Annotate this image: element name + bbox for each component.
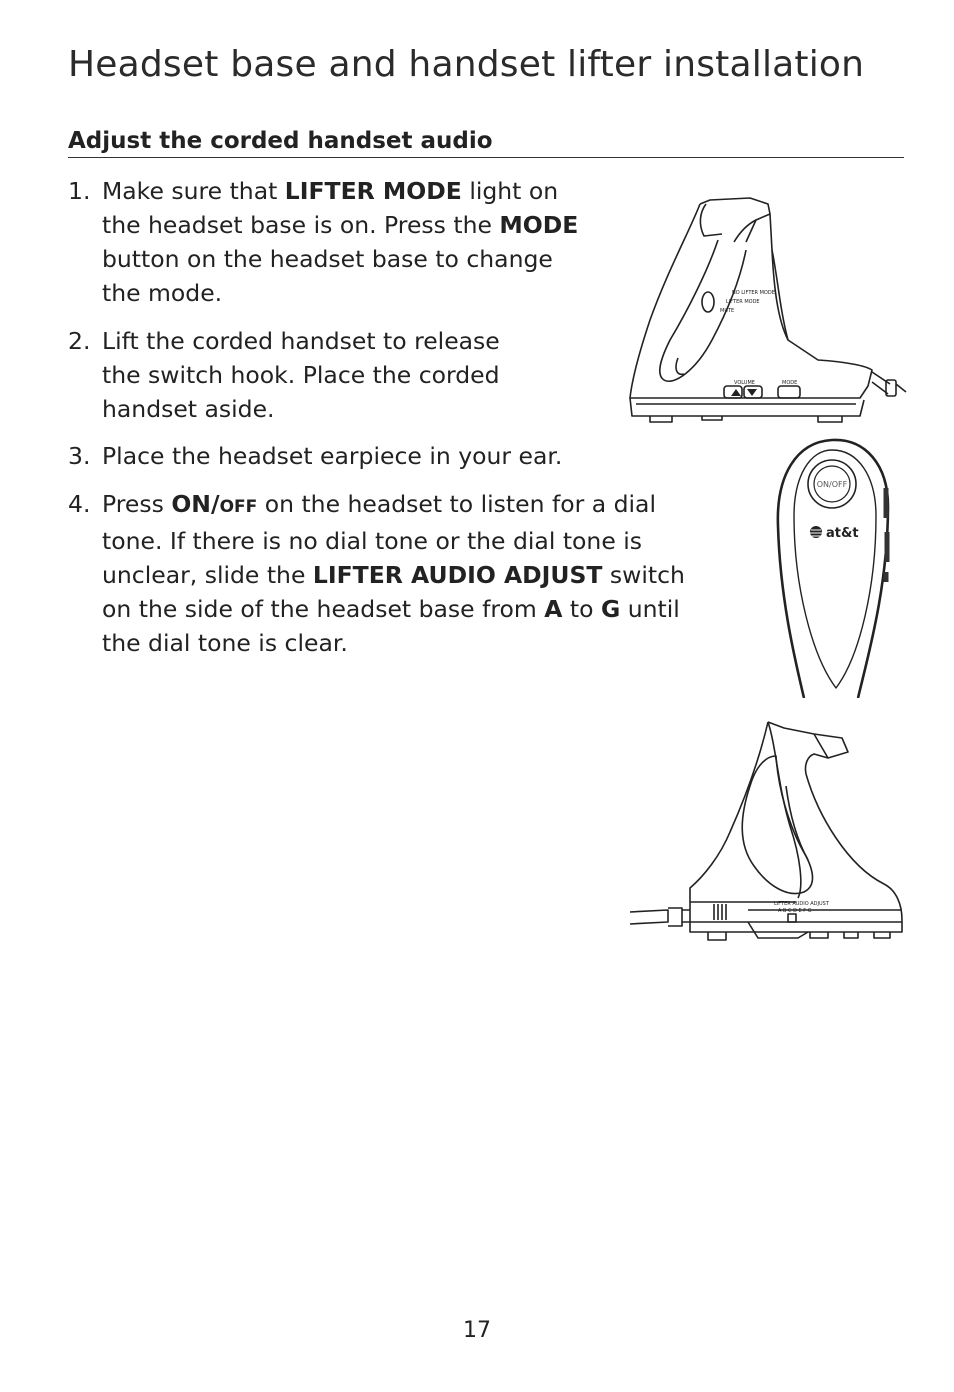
step-2: 2. Lift the corded handset to release the switch hook. Place the corded handset aside. bbox=[68, 324, 500, 426]
step-number: 3. bbox=[68, 442, 91, 470]
page-number: 17 bbox=[463, 1318, 491, 1343]
step-number: 4. bbox=[68, 490, 91, 518]
step-1: 1. Make sure that LIFTER MODE light on the headset base is on. Press the MODE button on the headset base to change the mode. bbox=[68, 174, 578, 310]
lifter-mode-term: LIFTER MODE bbox=[284, 177, 462, 205]
mode-term: MODE bbox=[499, 211, 579, 239]
on-off-term: ON/OFF bbox=[171, 490, 258, 518]
step-3: 3. Place the headset earpiece in your ear. bbox=[68, 439, 562, 473]
headset-base-front-illustration bbox=[628, 190, 910, 426]
headset-base-side-illustration bbox=[628, 716, 910, 950]
lifter-mode-label: LIFTER MODE bbox=[726, 299, 760, 305]
section-heading: Adjust the corded handset audio bbox=[68, 128, 904, 158]
lifter-audio-adjust-label: LIFTER AUDIO ADJUST bbox=[774, 901, 829, 907]
att-brand-logo: at&t bbox=[826, 526, 859, 541]
on-off-button-label: ON/OFF bbox=[816, 480, 848, 489]
step-number: 2. bbox=[68, 327, 91, 355]
lifter-audio-adjust-term: LIFTER AUDIO ADJUST bbox=[312, 561, 603, 589]
step-number: 1. bbox=[68, 177, 91, 205]
step-4: 4. Press ON/OFF on the headset to listen for a dial tone. If there is no dial tone or the dial tone is unclear, slide the LIFTER AUDIO ADJUST switch on the side of the headset base from A to G until the dial tone is clear. bbox=[68, 487, 685, 660]
headset-illustration bbox=[776, 436, 894, 698]
volume-label: VOLUME bbox=[734, 380, 755, 386]
no-lifter-mode-label: NO LIFTER MODE bbox=[732, 290, 775, 296]
page-title: Headset base and handset lifter installation bbox=[68, 44, 865, 85]
mode-label: MODE bbox=[782, 380, 798, 386]
lifter-audio-adjust-scale: A B C D E F G bbox=[778, 908, 812, 914]
mute-label: MUTE bbox=[720, 308, 735, 314]
